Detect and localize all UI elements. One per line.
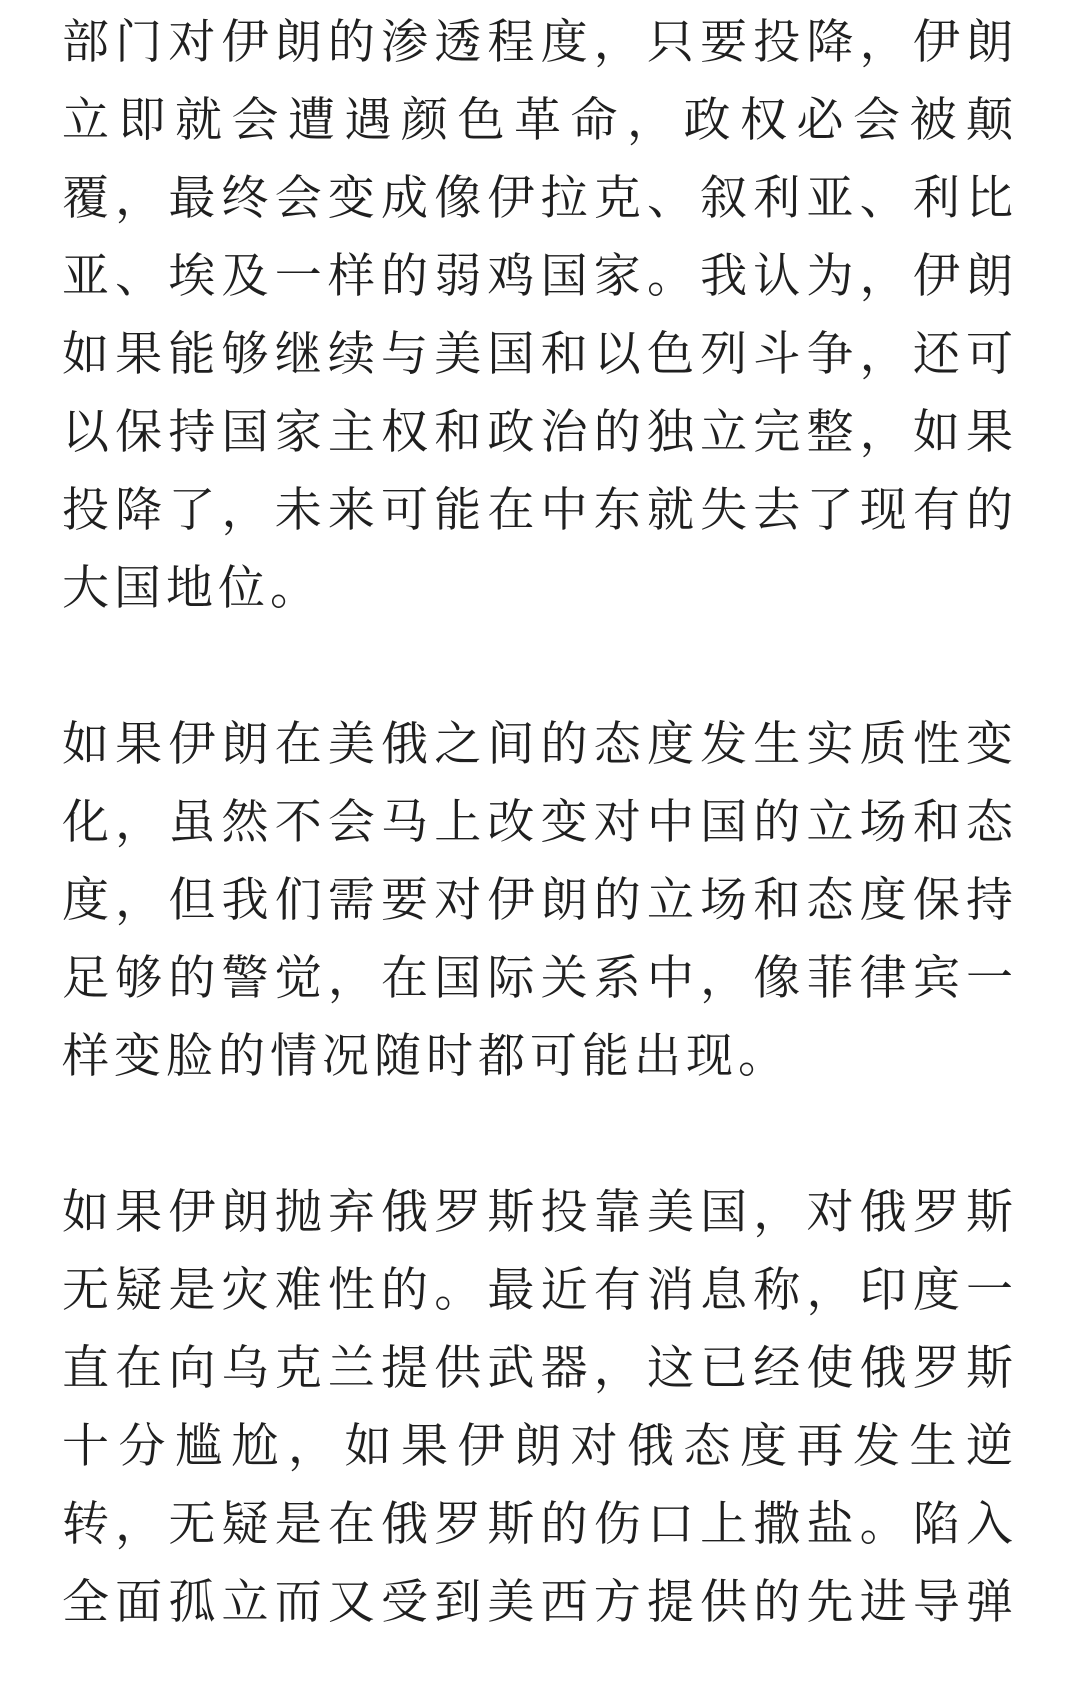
text-line: 如果能够继续与美国和以色列斗争，还可 — [62, 327, 1018, 382]
text-line: 度，但我们需要对伊朗的立场和态度保持 — [62, 873, 1018, 928]
text-line: 直在向乌克兰提供武器，这已经使俄罗斯 — [62, 1341, 1018, 1396]
text-line: 如果伊朗在美俄之间的态度发生实质性变 — [62, 717, 1018, 772]
text-line: 覆，最终会变成像伊拉克、叙利亚、利比 — [62, 171, 1018, 226]
text-line: 十分尴尬，如果伊朗对俄态度再发生逆 — [62, 1419, 1018, 1474]
text-line: 无疑是灾难性的。最近有消息称，印度一 — [62, 1263, 1018, 1318]
text-line: 足够的警觉，在国际关系中，像菲律宾一 — [62, 951, 1018, 1006]
text-line: 全面孤立而又受到美西方提供的先进导弹 — [62, 1575, 1018, 1630]
paragraph-2 — [62, 706, 1018, 1096]
text-line: 大国地位。 — [62, 561, 322, 616]
paragraph-spacer — [62, 1096, 1018, 1174]
paragraph-3 — [62, 1174, 1018, 1642]
text-line: 样变脸的情况随时都可能出现。 — [62, 1029, 790, 1084]
text-line: 以保持国家主权和政治的独立完整，如果 — [62, 405, 1018, 460]
text-line: 转，无疑是在俄罗斯的伤口上撒盐。陷入 — [62, 1497, 1018, 1552]
article-body — [62, 0, 1018, 1642]
paragraph-1 — [62, 0, 1018, 628]
text-line: 亚、埃及一样的弱鸡国家。我认为，伊朗 — [62, 249, 1018, 304]
text-line: 立即就会遭遇颜色革命，政权必会被颠 — [62, 93, 1018, 148]
text-line: 化，虽然不会马上改变对中国的立场和态 — [62, 795, 1018, 850]
text-line: 如果伊朗抛弃俄罗斯投靠美国，对俄罗斯 — [62, 1185, 1018, 1240]
text-line: 部门对伊朗的渗透程度，只要投降，伊朗 — [62, 15, 1018, 70]
text-line: 投降了，未来可能在中东就失去了现有的 — [62, 483, 1018, 538]
paragraph-spacer — [62, 628, 1018, 706]
